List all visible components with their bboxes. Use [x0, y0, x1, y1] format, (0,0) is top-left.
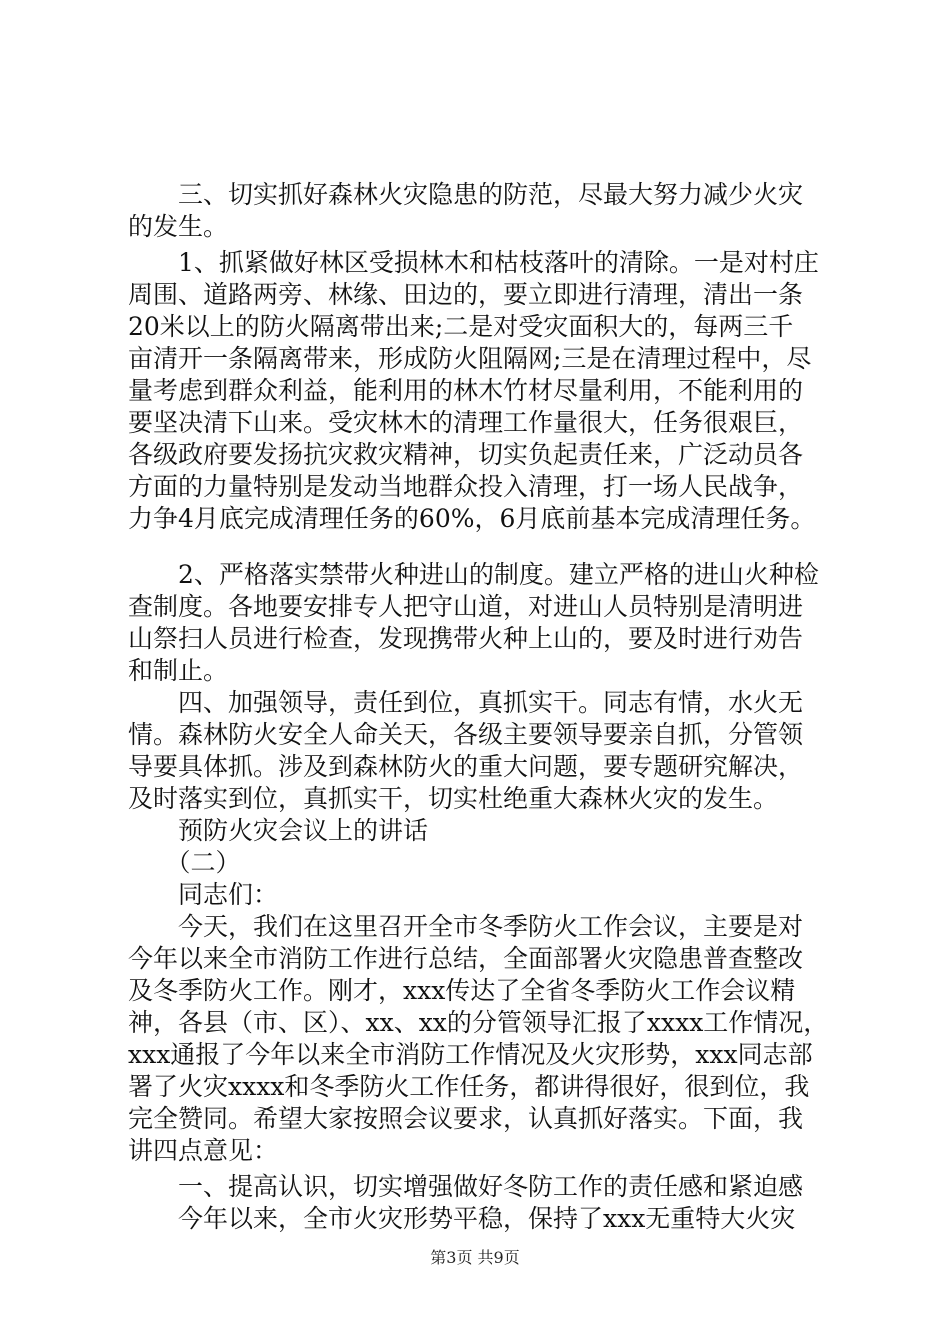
text-line: 预防火灾会议上的讲话	[128, 816, 429, 845]
text-line: 导要具体抓。涉及到森林防火的重大问题，要专题研究解决，	[128, 752, 804, 781]
text-line: 今年以来，全市火灾形势平稳，保持了xxx无重特大火灾	[128, 1204, 796, 1233]
text-line: 三、切实抓好森林火灾隐患的防范，尽最大努力减少火灾	[128, 180, 804, 209]
text-line: 20米以上的防火隔离带出来;二是对受灾面积大的，每两三千	[128, 312, 794, 341]
text-line: xxx通报了今年以来全市消防工作情况及火灾形势，xxx同志部	[128, 1040, 813, 1069]
text-line: 1、抓紧做好林区受损林木和枯枝落叶的清除。一是对村庄	[128, 248, 819, 277]
text-line: 山祭扫人员进行检查，发现携带火种上山的，要及时进行劝告	[128, 624, 804, 653]
text-line: 讲四点意见：	[128, 1136, 279, 1165]
text-line: 及时落实到位，真抓实干，切实杜绝重大森林火灾的发生。	[128, 784, 779, 813]
text-line: 一、提高认识，切实增强做好冬防工作的责任感和紧迫感	[128, 1172, 804, 1201]
text-line: （二）	[128, 848, 241, 877]
text-line: 周围、道路两旁、林缘、田边的，要立即进行清理，清出一条	[128, 280, 804, 309]
text-line: 神，各县（市、区）、xx、xx的分管领导汇报了xxxx工作情况，	[128, 1008, 829, 1037]
text-line: 2、严格落实禁带火种进山的制度。建立严格的进山火种检	[128, 560, 819, 589]
text-line: 署了火灾xxxx和冬季防火工作任务，都讲得很好，很到位，我	[128, 1072, 810, 1101]
text-line: 的发生。	[128, 212, 229, 241]
text-line: 各级政府要发扬抗灾救灾精神，切实负起责任来，广泛动员各	[128, 440, 804, 469]
text-line: 今天，我们在这里召开全市冬季防火工作会议，主要是对	[128, 912, 804, 941]
text-line: 完全赞同。希望大家按照会议要求，认真抓好落实。下面，我	[128, 1104, 804, 1133]
text-line: 要坚决清下山来。受灾林木的清理工作量很大，任务很艰巨，	[128, 408, 804, 437]
text-line: 量考虑到群众利益，能利用的林木竹材尽量利用，不能利用的	[128, 376, 804, 405]
text-line: 同志们：	[128, 880, 279, 909]
text-line: 四、加强领导，责任到位，真抓实干。同志有情，水火无	[128, 688, 804, 717]
text-line: 方面的力量特别是发动当地群众投入清理，打一场人民战争，	[128, 472, 804, 501]
text-line: 情。森林防火安全人命关天，各级主要领导要亲自抓，分管领	[128, 720, 804, 749]
text-line: 亩清开一条隔离带来，形成防火阻隔网;三是在清理过程中，尽	[128, 344, 812, 373]
page-number: 第3页 共9页	[430, 1248, 520, 1267]
text-line: 力争4月底完成清理任务的60%，6月底前基本完成清理任务。	[128, 504, 816, 533]
text-line: 查制度。各地要安排专人把守山道，对进山人员特别是清明进	[128, 592, 804, 621]
text-line: 今年以来全市消防工作进行总结，全面部署火灾隐患普查整改	[128, 944, 804, 973]
text-line: 和制止。	[128, 656, 229, 685]
text-line: 及冬季防火工作。刚才，xxx传达了全省冬季防火工作会议精	[128, 976, 796, 1005]
